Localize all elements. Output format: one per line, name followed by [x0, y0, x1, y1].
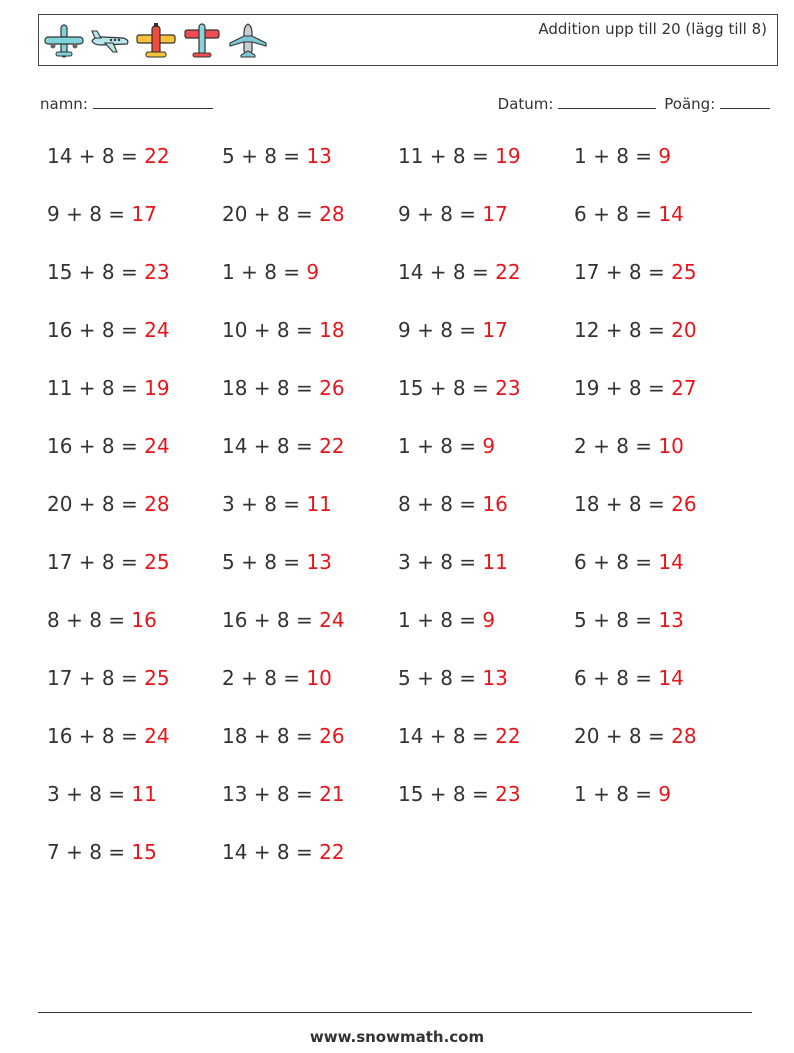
problem-answer: 11 [482, 550, 508, 574]
problem-item [222, 318, 398, 376]
problem-answer: 13 [306, 550, 332, 574]
problem-answer: 10 [306, 666, 332, 690]
problem-answer: 25 [671, 260, 697, 284]
problem-question: 15 + 8 = [47, 260, 138, 284]
problem-question: 18 + 8 = [222, 724, 313, 748]
problem-question: 15 + 8 = [398, 782, 489, 806]
problem-answer: 28 [144, 492, 170, 516]
problem-question: 1 + 8 = [574, 782, 653, 806]
problem-item [47, 202, 222, 260]
problem-question: 16 + 8 = [222, 608, 313, 632]
problem-item [47, 550, 222, 608]
problem-question: 5 + 8 = [222, 550, 301, 574]
date-field [498, 94, 657, 113]
footer-url: www.snowmath.com [309, 1028, 485, 1046]
problem-question: 10 + 8 = [222, 318, 313, 342]
airplane-red-icon [181, 21, 223, 61]
problem-item [47, 724, 222, 782]
problem-item [222, 840, 398, 898]
problem-item [574, 724, 750, 782]
problem-answer: 13 [482, 666, 508, 690]
problem-item [47, 492, 222, 550]
problem-answer: 22 [319, 434, 345, 458]
problem-item [398, 782, 574, 840]
problem-item [574, 202, 750, 260]
problem-item [47, 608, 222, 666]
problem-item [398, 260, 574, 318]
problem-answer: 18 [319, 318, 345, 342]
problem-answer: 28 [319, 202, 345, 226]
problem-item [398, 608, 574, 666]
problem-answer: 15 [131, 840, 157, 864]
problem-answer: 17 [131, 202, 157, 226]
problem-question: 17 + 8 = [574, 260, 665, 284]
problem-item [398, 434, 574, 492]
problem-item [222, 724, 398, 782]
problem-question: 20 + 8 = [47, 492, 138, 516]
problem-answer: 19 [495, 144, 521, 168]
problem-question: 14 + 8 = [47, 144, 138, 168]
problem-item [574, 666, 750, 724]
problem-answer: 9 [482, 608, 496, 632]
problem-answer: 10 [658, 434, 684, 458]
problem-answer: 26 [671, 492, 697, 516]
problem-answer: 11 [306, 492, 332, 516]
problem-question: 7 + 8 = [47, 840, 126, 864]
problem-item [398, 202, 574, 260]
problem-item [222, 144, 398, 202]
problem-item [47, 782, 222, 840]
problem-answer: 28 [671, 724, 697, 748]
problem-answer: 23 [495, 376, 521, 400]
problem-question: 1 + 8 = [398, 434, 477, 458]
problem-answer: 21 [319, 782, 345, 806]
problem-question: 11 + 8 = [398, 144, 489, 168]
airplane-side-icon [89, 21, 131, 61]
problem-answer: 14 [658, 550, 684, 574]
problem-answer: 27 [671, 376, 697, 400]
problem-question: 5 + 8 = [398, 666, 477, 690]
problem-question: 9 + 8 = [398, 202, 477, 226]
problem-question: 5 + 8 = [222, 144, 301, 168]
problem-item [47, 666, 222, 724]
problem-item [398, 492, 574, 550]
problem-question: 16 + 8 = [47, 724, 138, 748]
problem-item [47, 434, 222, 492]
name-field [40, 94, 213, 113]
problem-item [398, 666, 574, 724]
problem-question: 20 + 8 = [222, 202, 313, 226]
problem-item [47, 260, 222, 318]
problem-question: 1 + 8 = [222, 260, 301, 284]
airplane-gray-icon [227, 21, 269, 61]
problem-answer: 14 [658, 666, 684, 690]
problem-item [222, 492, 398, 550]
problem-question: 11 + 8 = [47, 376, 138, 400]
problem-question: 13 + 8 = [222, 782, 313, 806]
problem-question: 19 + 8 = [574, 376, 665, 400]
problem-item [47, 376, 222, 434]
problem-item [222, 666, 398, 724]
problem-answer: 9 [658, 144, 672, 168]
date-score-fields [498, 94, 770, 113]
problem-answer: 9 [306, 260, 320, 284]
problem-item [222, 202, 398, 260]
problem-question: 16 + 8 = [47, 434, 138, 458]
problem-answer: 26 [319, 724, 345, 748]
problem-question: 5 + 8 = [574, 608, 653, 632]
name-label: namn: [40, 95, 88, 113]
problem-question: 14 + 8 = [398, 724, 489, 748]
problem-answer: 23 [495, 782, 521, 806]
airplane-yellow-icon [135, 21, 177, 61]
score-label: Poäng: [664, 95, 716, 113]
problem-item [222, 608, 398, 666]
problem-item [574, 260, 750, 318]
problem-answer: 17 [482, 318, 508, 342]
problem-question: 2 + 8 = [574, 434, 653, 458]
problem-question: 18 + 8 = [222, 376, 313, 400]
problem-answer: 22 [319, 840, 345, 864]
airplane-teal-icon [43, 21, 85, 61]
problem-item [398, 144, 574, 202]
problem-item [47, 840, 222, 898]
problem-item [222, 434, 398, 492]
problem-item [574, 318, 750, 376]
problem-item [222, 376, 398, 434]
problem-grid [47, 144, 750, 898]
problem-item [574, 434, 750, 492]
date-label: Datum: [497, 95, 554, 113]
problem-question: 3 + 8 = [222, 492, 301, 516]
problem-answer: 22 [495, 260, 521, 284]
problem-answer: 24 [144, 724, 170, 748]
problem-question: 1 + 8 = [398, 608, 477, 632]
problem-question: 14 + 8 = [222, 840, 313, 864]
problem-answer: 24 [144, 318, 170, 342]
problem-answer: 9 [482, 434, 496, 458]
problem-question: 6 + 8 = [574, 666, 653, 690]
problem-item [222, 782, 398, 840]
problem-item [398, 550, 574, 608]
problem-answer: 22 [144, 144, 170, 168]
problem-question: 15 + 8 = [398, 376, 489, 400]
header-box [38, 14, 778, 66]
date-blank[interactable] [558, 94, 656, 109]
problem-question: 16 + 8 = [47, 318, 138, 342]
problem-answer: 17 [482, 202, 508, 226]
problem-question: 20 + 8 = [574, 724, 665, 748]
problem-answer: 23 [144, 260, 170, 284]
problem-question: 3 + 8 = [47, 782, 126, 806]
problem-answer: 13 [658, 608, 684, 632]
name-blank[interactable] [93, 94, 213, 109]
problem-item [47, 318, 222, 376]
problem-item [398, 318, 574, 376]
problem-item [398, 376, 574, 434]
score-blank[interactable] [720, 94, 770, 109]
problem-item [574, 144, 750, 202]
problem-answer: 24 [144, 434, 170, 458]
problem-question: 17 + 8 = [47, 666, 138, 690]
problem-item [222, 550, 398, 608]
worksheet-title: Addition upp till 20 (lägg till 8) [538, 20, 767, 38]
problem-answer: 26 [319, 376, 345, 400]
problem-answer: 20 [671, 318, 697, 342]
problem-answer: 11 [131, 782, 157, 806]
problem-answer: 16 [482, 492, 508, 516]
problem-answer: 14 [658, 202, 684, 226]
problem-item [222, 260, 398, 318]
problem-answer: 9 [658, 782, 672, 806]
problem-answer: 19 [144, 376, 170, 400]
problem-question: 2 + 8 = [222, 666, 301, 690]
icon-row [43, 21, 269, 61]
problem-answer: 13 [306, 144, 332, 168]
problem-item [574, 608, 750, 666]
problem-question: 8 + 8 = [398, 492, 477, 516]
problem-question: 17 + 8 = [47, 550, 138, 574]
problem-item [398, 724, 574, 782]
problem-answer: 24 [319, 608, 345, 632]
problem-question: 14 + 8 = [398, 260, 489, 284]
problem-question: 14 + 8 = [222, 434, 313, 458]
footer-divider [38, 1012, 752, 1013]
problem-question: 6 + 8 = [574, 550, 653, 574]
score-field [664, 94, 770, 113]
problem-answer: 22 [495, 724, 521, 748]
problem-question: 8 + 8 = [47, 608, 126, 632]
problem-question: 9 + 8 = [47, 202, 126, 226]
problem-answer: 25 [144, 666, 170, 690]
problem-question: 18 + 8 = [574, 492, 665, 516]
problem-answer: 25 [144, 550, 170, 574]
problem-item [574, 782, 750, 840]
problem-answer: 16 [131, 608, 157, 632]
problem-item [47, 144, 222, 202]
problem-question: 12 + 8 = [574, 318, 665, 342]
problem-item [574, 376, 750, 434]
problem-question: 6 + 8 = [574, 202, 653, 226]
problem-item [574, 550, 750, 608]
problem-question: 1 + 8 = [574, 144, 653, 168]
problem-question: 9 + 8 = [398, 318, 477, 342]
problem-question: 3 + 8 = [398, 550, 477, 574]
problem-item [574, 492, 750, 550]
